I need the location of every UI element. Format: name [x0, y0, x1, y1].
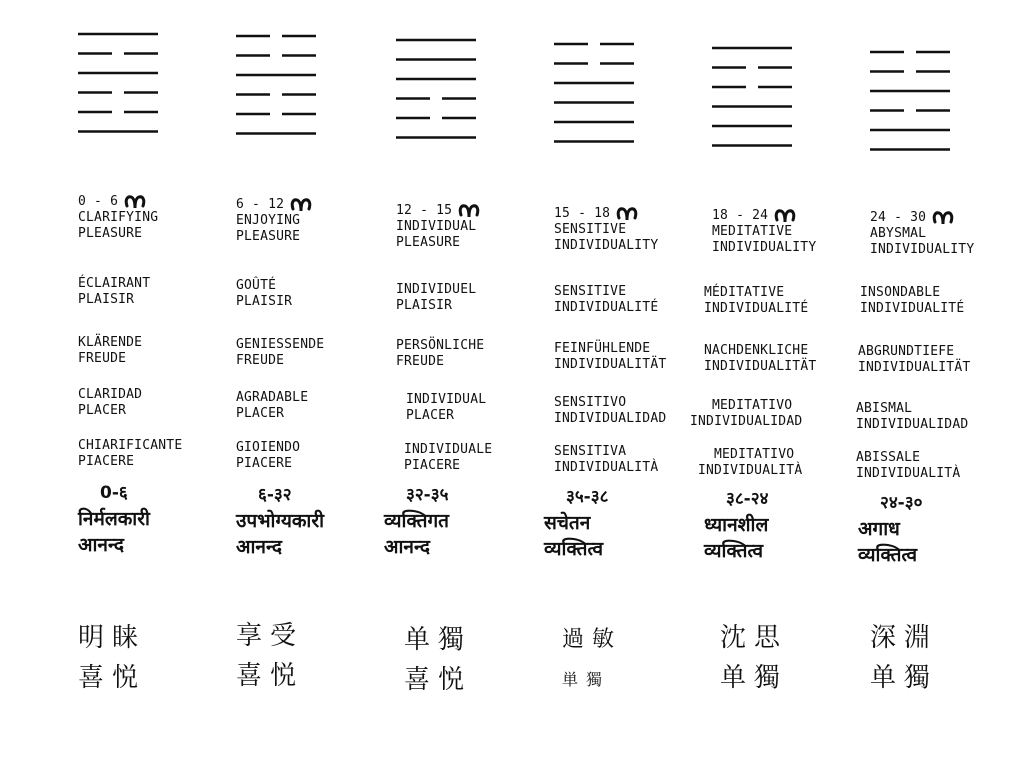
german-line-2: INDIVIDUALITÄT: [554, 357, 667, 372]
german-line-2: INDIVIDUALITÄT: [858, 360, 971, 375]
chinese-label: [720, 618, 788, 698]
french-line-2: INDIVIDUALITÉ: [860, 301, 965, 316]
chinese-label: [404, 620, 472, 700]
hindi-line-1: उपभोग्यकारी: [236, 510, 325, 532]
english-line-1: CLARIFYING: [78, 210, 159, 225]
french-line-2: PLAISIR: [396, 298, 453, 313]
spanish-line-2: INDIVIDUALIDAD: [856, 417, 969, 432]
italian-label: [404, 442, 492, 474]
chinese-line-2: 喜悦: [236, 661, 305, 691]
german-line-1: NACHDENKLICHE: [704, 343, 809, 358]
french-label: [860, 285, 964, 317]
chinese-line-2: 喜悦: [404, 665, 473, 695]
italian-line-1: INDIVIDUALE: [404, 442, 493, 457]
aries-symbol-icon: [932, 210, 954, 226]
french-line-1: MÉDITATIVE: [704, 285, 785, 300]
hexagram-svg: [554, 40, 634, 150]
italian-line-2: INDIVIDUALITÀ: [554, 460, 659, 475]
english-line-1: SENSITIVE: [554, 222, 627, 237]
italian-label: [554, 444, 658, 476]
range-label: [236, 197, 312, 245]
german-line-1: PERSÖNLICHE: [396, 338, 485, 353]
french-line-2: INDIVIDUALITÉ: [554, 300, 659, 315]
range-label: [870, 210, 974, 258]
hindi-label: [78, 480, 150, 558]
french-label: [554, 284, 658, 316]
hexagram-svg: [78, 30, 158, 140]
range-label: [712, 208, 816, 256]
german-label: [704, 343, 816, 375]
hindi-range: ३८-२४: [726, 489, 769, 509]
italian-line-1: SENSITIVA: [554, 444, 627, 459]
hindi-line-1: निर्मलकारी: [78, 508, 150, 530]
aries-symbol-icon: [290, 197, 312, 213]
spanish-line-1: SENSITIVO: [554, 395, 627, 410]
hexagram-svg: [236, 32, 316, 142]
italian-line-1: MEDITATIVO: [714, 447, 795, 462]
chinese-line-2: 喜悦: [78, 663, 147, 693]
italian-label: [856, 450, 960, 482]
french-line-2: INDIVIDUALITÉ: [704, 301, 809, 316]
italian-line-1: GIOIENDO: [236, 440, 301, 455]
chinese-label: [78, 618, 146, 698]
range-label: [396, 203, 480, 251]
range-text: 18 - 24: [712, 208, 769, 223]
chinese-line-1: 過敏: [562, 627, 623, 652]
english-line-1: ENJOYING: [236, 213, 301, 228]
chinese-label: [562, 620, 622, 700]
spanish-line-2: PLACER: [236, 406, 285, 421]
hindi-label: [384, 482, 449, 560]
range-text: 12 - 15: [396, 203, 453, 218]
french-line-2: PLAISIR: [78, 292, 135, 307]
german-label: [396, 338, 484, 370]
german-label: [858, 344, 970, 376]
german-line-1: KLÄRENDE: [78, 335, 143, 350]
hindi-line-2: व्यक्तित्व: [544, 538, 604, 560]
hindi-label: [236, 482, 324, 560]
hexagram-icon: [712, 44, 792, 154]
aries-symbol-icon: [458, 203, 480, 219]
german-line-1: GENIESSENDE: [236, 337, 325, 352]
italian-line-2: PIACERE: [78, 454, 135, 469]
french-line-1: SENSITIVE: [554, 284, 627, 299]
german-line-2: FREUDE: [396, 354, 445, 369]
hindi-line-1: सचेतन: [544, 512, 591, 534]
hexagram-icon: [554, 40, 634, 150]
hindi-line-1: ध्यानशील: [704, 514, 769, 536]
german-label: [78, 335, 142, 367]
spanish-line-2: PLACER: [78, 403, 127, 418]
range-text: 6 - 12: [236, 197, 285, 212]
chinese-label: [236, 616, 304, 696]
hindi-label: [704, 486, 768, 564]
aries-symbol-icon: [616, 206, 638, 222]
english-line-1: ABYSMAL: [870, 226, 927, 241]
english-line-2: PLEASURE: [236, 229, 301, 244]
spanish-label: [856, 401, 968, 433]
spanish-label: [406, 392, 486, 424]
german-label: [554, 341, 666, 373]
english-line-2: INDIVIDUALITY: [712, 240, 817, 255]
italian-label: [236, 440, 300, 472]
english-line-2: INDIVIDUALITY: [870, 242, 975, 257]
english-line-1: INDIVIDUAL: [396, 219, 477, 234]
hexagram-svg: [712, 44, 792, 154]
italian-line-1: CHIARIFICANTE: [78, 438, 183, 453]
spanish-line-2: PLACER: [406, 408, 455, 423]
german-line-2: FREUDE: [236, 353, 285, 368]
french-label: [78, 276, 150, 308]
hindi-label: [858, 490, 922, 568]
hindi-range: ३५-३८: [566, 487, 609, 507]
english-line-1: MEDITATIVE: [712, 224, 793, 239]
hindi-range: ३२-३५: [406, 485, 449, 505]
hindi-line-2: आनन्द: [78, 534, 124, 556]
range-text: 15 - 18: [554, 206, 611, 221]
spanish-line-2: INDIVIDUALIDAD: [690, 414, 803, 429]
chinese-line-2: 単獨: [562, 670, 611, 689]
french-line-1: INSONDABLE: [860, 285, 941, 300]
chinese-line-1: 沈思: [720, 623, 789, 653]
spanish-line-1: INDIVIDUAL: [406, 392, 487, 407]
chinese-line-1: 深淵: [870, 623, 939, 653]
french-label: [704, 285, 808, 317]
range-text: 24 - 30: [870, 210, 927, 225]
german-label: [236, 337, 324, 369]
italian-line-2: PIACERE: [236, 456, 293, 471]
hindi-line-2: आनन्द: [384, 536, 430, 558]
spanish-label: [78, 387, 142, 419]
german-line-2: INDIVIDUALITÄT: [704, 359, 817, 374]
hexagram-icon: [396, 36, 476, 146]
hindi-line-1: अगाध: [858, 518, 900, 540]
italian-label: [698, 447, 802, 479]
spanish-line-2: INDIVIDUALIDAD: [554, 411, 667, 426]
italian-line-2: INDIVIDUALITÀ: [698, 463, 803, 478]
english-line-2: PLEASURE: [396, 235, 461, 250]
spanish-line-1: MEDITATIVO: [712, 398, 793, 413]
german-line-1: ABGRUNDTIEFE: [858, 344, 955, 359]
german-line-1: FEINFÜHLENDE: [554, 341, 651, 356]
spanish-label: [554, 395, 666, 427]
german-line-2: FREUDE: [78, 351, 127, 366]
spanish-line-1: ABISMAL: [856, 401, 913, 416]
english-line-2: PLEASURE: [78, 226, 143, 241]
spanish-label: [236, 390, 308, 422]
french-line-2: PLAISIR: [236, 294, 293, 309]
hindi-label: [544, 484, 608, 562]
hindi-line-1: व्यक्तिगत: [384, 510, 449, 532]
range-label: [554, 206, 658, 254]
french-label: [396, 282, 476, 314]
italian-label: [78, 438, 182, 470]
chinese-label: [870, 618, 938, 698]
italian-line-2: INDIVIDUALITÀ: [856, 466, 961, 481]
hindi-line-2: व्यक्तित्व: [704, 540, 764, 562]
range-label: [78, 194, 158, 242]
hindi-line-2: व्यक्तित्व: [858, 544, 918, 566]
spanish-line-1: CLARIDAD: [78, 387, 143, 402]
hindi-range: २४-३०: [880, 493, 923, 513]
chinese-line-2: 单獨: [720, 663, 789, 693]
french-label: [236, 278, 292, 310]
english-line-2: INDIVIDUALITY: [554, 238, 659, 253]
chinese-line-1: 享受: [236, 621, 305, 651]
aries-symbol-icon: [124, 194, 146, 210]
chinese-line-2: 单獨: [870, 663, 939, 693]
hexagram-svg: [870, 48, 950, 158]
hexagram-icon: [78, 30, 158, 140]
italian-line-2: PIACERE: [404, 458, 461, 473]
french-line-1: ÉCLAIRANT: [78, 276, 151, 291]
hindi-range: 0-६: [100, 483, 128, 503]
italian-line-1: ABISSALE: [856, 450, 921, 465]
hexagram-icon: [236, 32, 316, 142]
chinese-line-1: 单獨: [404, 625, 473, 655]
french-line-1: GOÛTÉ: [236, 278, 277, 293]
hexagram-icon: [870, 48, 950, 158]
spanish-label: [690, 398, 802, 430]
hindi-range: ६-३२: [258, 485, 292, 505]
french-line-1: INDIVIDUEL: [396, 282, 477, 297]
hexagram-svg: [396, 36, 476, 146]
range-text: 0 - 6: [78, 194, 119, 209]
spanish-line-1: AGRADABLE: [236, 390, 309, 405]
hindi-line-2: आनन्द: [236, 536, 282, 558]
aries-symbol-icon: [774, 208, 796, 224]
chinese-line-1: 明睐: [78, 623, 147, 653]
